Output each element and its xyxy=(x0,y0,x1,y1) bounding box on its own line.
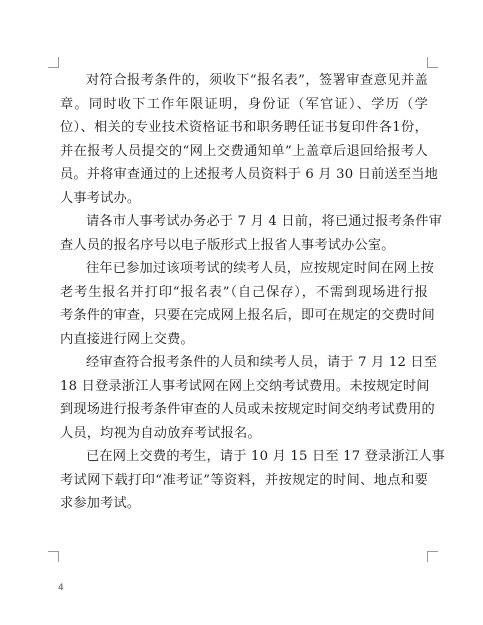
body-text xyxy=(60,69,446,516)
text-line: 章。同时收下工作年限证明，身份证（军官证）、学历（学 xyxy=(60,96,428,112)
text-line: 往年已参加过该项考试的续考人员，应按规定时间在网上按 xyxy=(86,261,435,276)
crop-mark-top-right xyxy=(427,57,438,68)
text-line: 18 日登录浙江人事考试网在网上交纳考试费用。未按规定时间 xyxy=(60,378,430,394)
text-line: 对符合报考条件的，须收下“报名表”，签署审查意见并盖 xyxy=(86,73,428,88)
text-line: 内直接进行网上交费。 xyxy=(60,331,194,347)
text-line: 老考生报名并打印“报名表”（自己保存），不需到现场进行报 xyxy=(60,284,428,300)
text-line: 已在网上交费的考生，请于 10 月 15 日至 17 登录浙江人事 xyxy=(86,449,446,464)
page-number: 4 xyxy=(58,583,64,593)
text-line: 位）、相关的专业技术资格证书和职务聘任证书复印件各1份， xyxy=(60,120,428,135)
text-line: 人事考试办。 xyxy=(60,190,141,206)
text-line: 查人员的报名序号以电子版形式上报省人事考试办公室。 xyxy=(60,237,395,253)
text-line: 考试网下载打印“准考证”等资料，并按规定的时间、地点和要 xyxy=(60,472,428,488)
text-line: 到现场进行报考条件审查的人员或未按规定时间交纳考试费用的 xyxy=(60,402,435,417)
text-line: 经审查符合报考条件的人员和续考人员，请于 7 月 12 日至 xyxy=(86,355,438,370)
crop-mark-bottom-right xyxy=(427,551,438,562)
text-line: 请各市人事考试办务必于 7 月 4 日前，将已通过报考条件审 xyxy=(86,214,443,229)
text-line: 人员，均视为自动放弃考试报名。 xyxy=(60,425,261,441)
crop-mark-bottom-left xyxy=(48,551,59,562)
text-line: 并在报考人员提交的“网上交费通知单”上盖章后退回给报考人 xyxy=(60,143,428,159)
text-line: 求参加考试。 xyxy=(60,496,141,511)
text-line: 员。并将审查通过的上述报考人员资料于 6 月 30 日前送至当地 xyxy=(60,167,439,182)
crop-mark-top-left xyxy=(48,57,59,68)
text-line: 考条件的审查，只要在完成网上报名后，即可在规定的交费时间 xyxy=(60,308,435,323)
